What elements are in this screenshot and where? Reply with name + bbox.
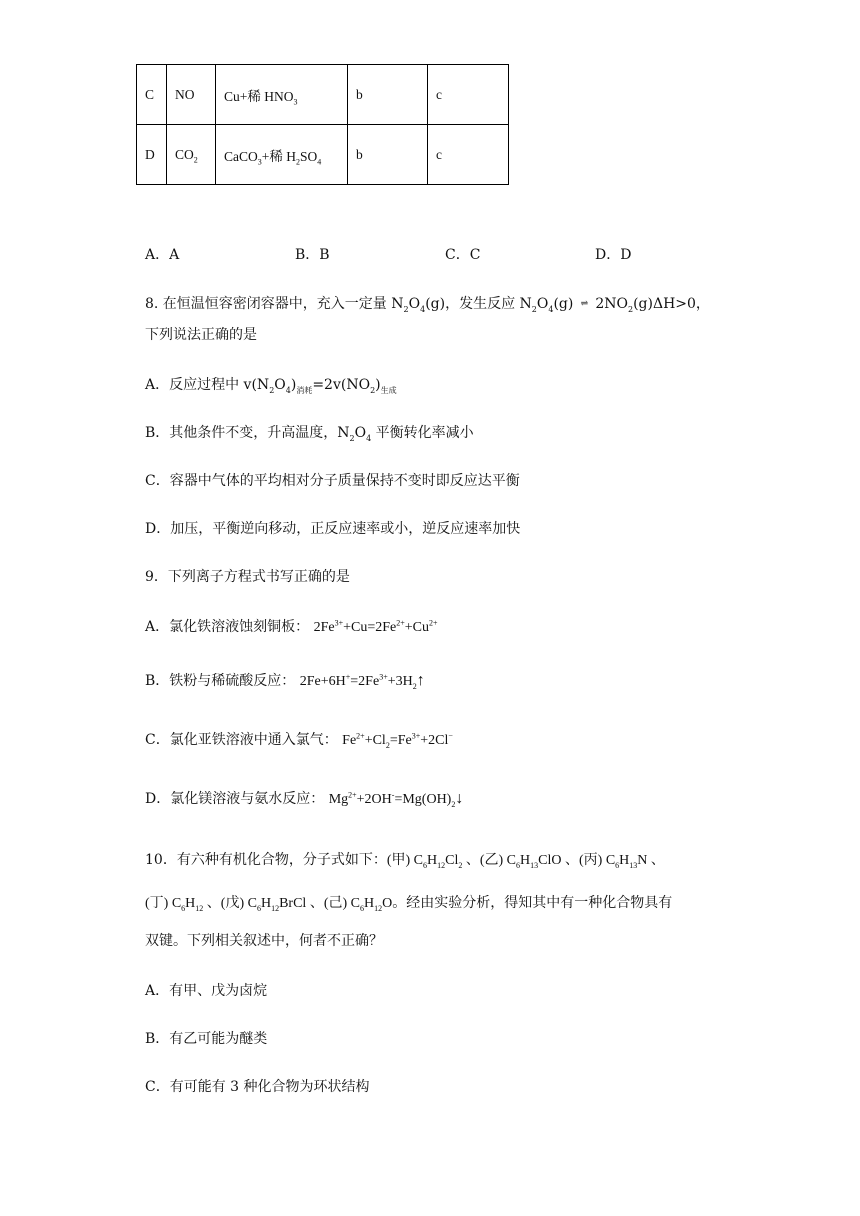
precipitate-down-arrow-icon: ↓ [455,790,464,807]
q8-option-d: D．加压，平衡逆向移动，正反应速率或小，逆反应速率加快 [145,521,521,537]
reagent-cell: Cu+稀 $HNO_3$ [216,65,348,125]
collect-cell: c [428,65,509,125]
q9-stem: 9．下列离子方程式书写正确的是 [145,569,350,585]
q10-option-b: B．有乙可能为醚类 [145,1031,268,1047]
q10-option-a: A．有甲、戊为卤烷 [145,983,268,999]
row-label: C [137,65,167,125]
gas-cell: $CO_2$ [167,125,216,185]
q10-stem-line2: (丁) $C_6H_{12}$ 、(戊) $C_6H_{12}BrCl$ 、(己) $C_6H_{12}O$。经由实验分析，得知其中有一种化合物具有 [145,895,673,913]
equation-a: $2Fe^{3+}+Cu=2Fe^{2+}+Cu^{2+}$ [313,618,438,635]
q8-option-a: A．反应过程中 $v(N_2O_4)_{消耗}=2v(NO_2)_{生成}$ [145,377,397,395]
q8-stem-line2: 下列说法正确的是 [145,327,257,343]
table-row [137,125,509,185]
device-cell: b [348,65,428,125]
q9-option-b: B．铁粉与稀硫酸反应： $2Fe+6H^+=2Fe^{3+}+3H_2↑$ [145,672,425,691]
q9-option-c: C．氯化亚铁溶液中通入氯气： $Fe^{2+}+Cl_2=Fe^{3+}+2Cl^-$ [145,731,453,750]
q8-stem: 8. 在恒温恒容密闭容器中，充入一定量 $N_2O_4(g)$，发生反应 $N_2O_4(g)$ ⇌ $2NO_2(g)\Delta H>0$， [145,296,710,314]
q10-option-c: C．有可能有 3 种化合物为环状结构 [145,1079,370,1095]
gas-cell: NO [167,65,216,125]
equilibrium-arrow-icon: ⇌ [580,299,589,309]
device-cell: b [348,125,428,185]
q9-option-a: A．氯化铁溶液蚀刻铜板： $2Fe^{3+}+Cu=2Fe^{2+}+Cu^{2+}$ [145,618,438,635]
q7-option-a: A．A [145,247,180,263]
equation-b: $2Fe+6H^+=2Fe^{3+}+3H_2↑$ [299,672,425,691]
apparatus-table [136,64,509,185]
collect-cell: c [428,125,509,185]
q8-option-b: B．其他条件不变，升高温度，$N_2O_4$ 平衡转化率减小 [145,425,474,443]
equation-c: $Fe^{2+}+Cl_2=Fe^{3+}+2Cl^-$ [342,731,453,750]
q10-stem: 10．有六种有机化合物，分子式如下：(甲) $C_6H_{12}Cl_2$ 、(乙) $C_6H_{13}ClO$ 、(丙) $C_6H_{13}N$ 、 [145,852,665,870]
gas-up-arrow-icon: ↑ [416,672,425,689]
q7-option-d: D．D [595,247,632,263]
reagent-cell: CaCO$_3$+稀 $H_2SO_4$ [216,125,348,185]
q7-option-b: B．B [295,247,330,263]
q7-option-c: C．C [445,247,481,263]
q10-stem-line3: 双键。下列相关叙述中，何者不正确？ [145,933,383,949]
equation-d: $Mg^{2+}+2OH^-=Mg(OH)_2↓$ [328,790,464,809]
table-row [137,65,509,125]
q9-option-d: D．氯化镁溶液与氨水反应： $Mg^{2+}+2OH^-=Mg(OH)_2↓$ [145,790,464,809]
row-label: D [137,125,167,185]
q8-option-c: C．容器中气体的平均相对分子质量保持不变时即反应达平衡 [145,473,520,489]
